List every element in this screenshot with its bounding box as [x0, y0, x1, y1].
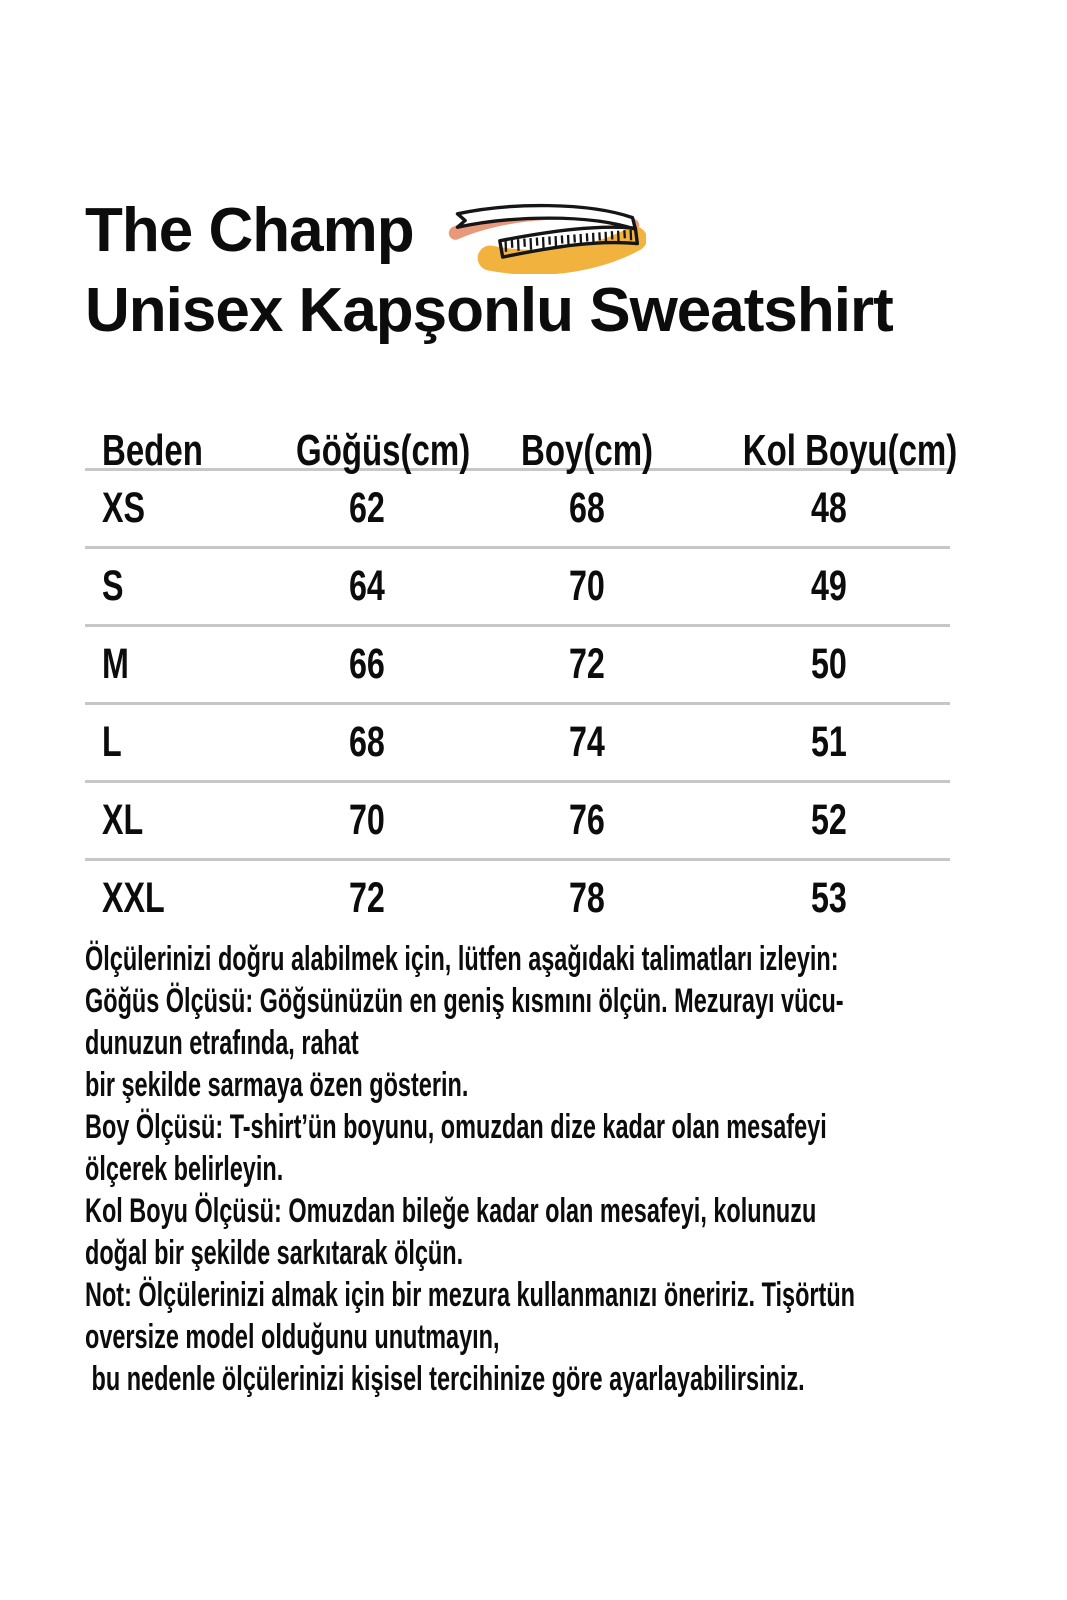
chest-value: 70: [349, 796, 385, 844]
sleeve-value: 49: [810, 562, 847, 610]
size-table-header-row: [85, 426, 958, 475]
size-label: XL: [102, 796, 144, 844]
column-header-gogus: Göğüs(cm): [296, 426, 471, 475]
length-value: 68: [569, 484, 605, 532]
table-row-xs: [85, 471, 950, 549]
instruction-line: bir şekilde sarmaya özen gösterin.: [85, 1066, 469, 1104]
chest-value: 66: [349, 640, 385, 688]
table-row-s: [85, 549, 950, 627]
sleeve-value: 50: [810, 640, 847, 688]
instruction-line: Kol Boyu Ölçüsü: Omuzdan bileğe kadar olan mesafeyi, kolunuzu: [85, 1192, 817, 1230]
chest-value: 62: [349, 484, 385, 532]
length-value: 78: [569, 874, 605, 922]
column-header-boy: Boy(cm): [520, 426, 654, 475]
length-value: 72: [569, 640, 605, 688]
column-header-beden: Beden: [102, 426, 203, 475]
table-row-xl: [85, 783, 950, 861]
sleeve-value: 51: [810, 718, 847, 766]
length-value: 70: [569, 562, 605, 610]
instruction-line: Boy Ölçüsü: T-shirt’ün boyunu, omuzdan dize kadar olan mesafeyi: [85, 1108, 827, 1146]
sleeve-value: 48: [810, 484, 847, 532]
size-label: XXL: [102, 874, 165, 922]
length-value: 76: [569, 796, 605, 844]
instruction-line: oversize model olduğunu unutmayın,: [85, 1318, 500, 1356]
table-row-l: [85, 705, 950, 783]
product-title-line2: Unisex Kapşonlu Sweatshirt: [85, 276, 893, 345]
product-title-line1: The Champ: [85, 196, 414, 265]
product-title: [85, 0, 1067, 346]
instruction-line: Göğüs Ölçüsü: Göğsünüzün en geniş kısmını ölçün. Mezurayı vücu-: [85, 982, 844, 1020]
measurement-instructions: [85, 938, 1067, 1400]
size-label: L: [102, 718, 122, 766]
chest-value: 68: [349, 718, 385, 766]
chest-value: 64: [349, 562, 385, 610]
sleeve-value: 52: [810, 796, 847, 844]
sleeve-value: 53: [810, 874, 847, 922]
size-label: S: [102, 562, 124, 610]
instruction-line: Not: Ölçülerinizi almak için bir mezura kullanmanızı öneririz. Tişörtün: [85, 1276, 856, 1314]
table-row-m: [85, 627, 950, 705]
table-row-xxl: [85, 861, 950, 936]
chest-value: 72: [349, 874, 385, 922]
size-label: XS: [102, 484, 146, 532]
size-label: M: [102, 640, 129, 688]
measuring-tape-icon: [444, 194, 646, 274]
instruction-line: doğal bir şekilde sarkıtarak ölçün.: [85, 1234, 464, 1272]
instruction-line: ölçerek belirleyin.: [85, 1150, 284, 1188]
instruction-line: Ölçülerinizi doğru alabilmek için, lütfen aşağıdaki talimatları izleyin:: [85, 940, 839, 978]
instruction-line: bu nedenle ölçülerinizi kişisel tercihinize göre ayarlayabilirsiniz.: [85, 1360, 805, 1398]
length-value: 74: [569, 718, 605, 766]
column-header-kolboyu: Kol Boyu(cm): [742, 426, 958, 475]
size-table: [85, 426, 958, 936]
instruction-line: dunuzun etrafında, rahat: [85, 1024, 359, 1062]
